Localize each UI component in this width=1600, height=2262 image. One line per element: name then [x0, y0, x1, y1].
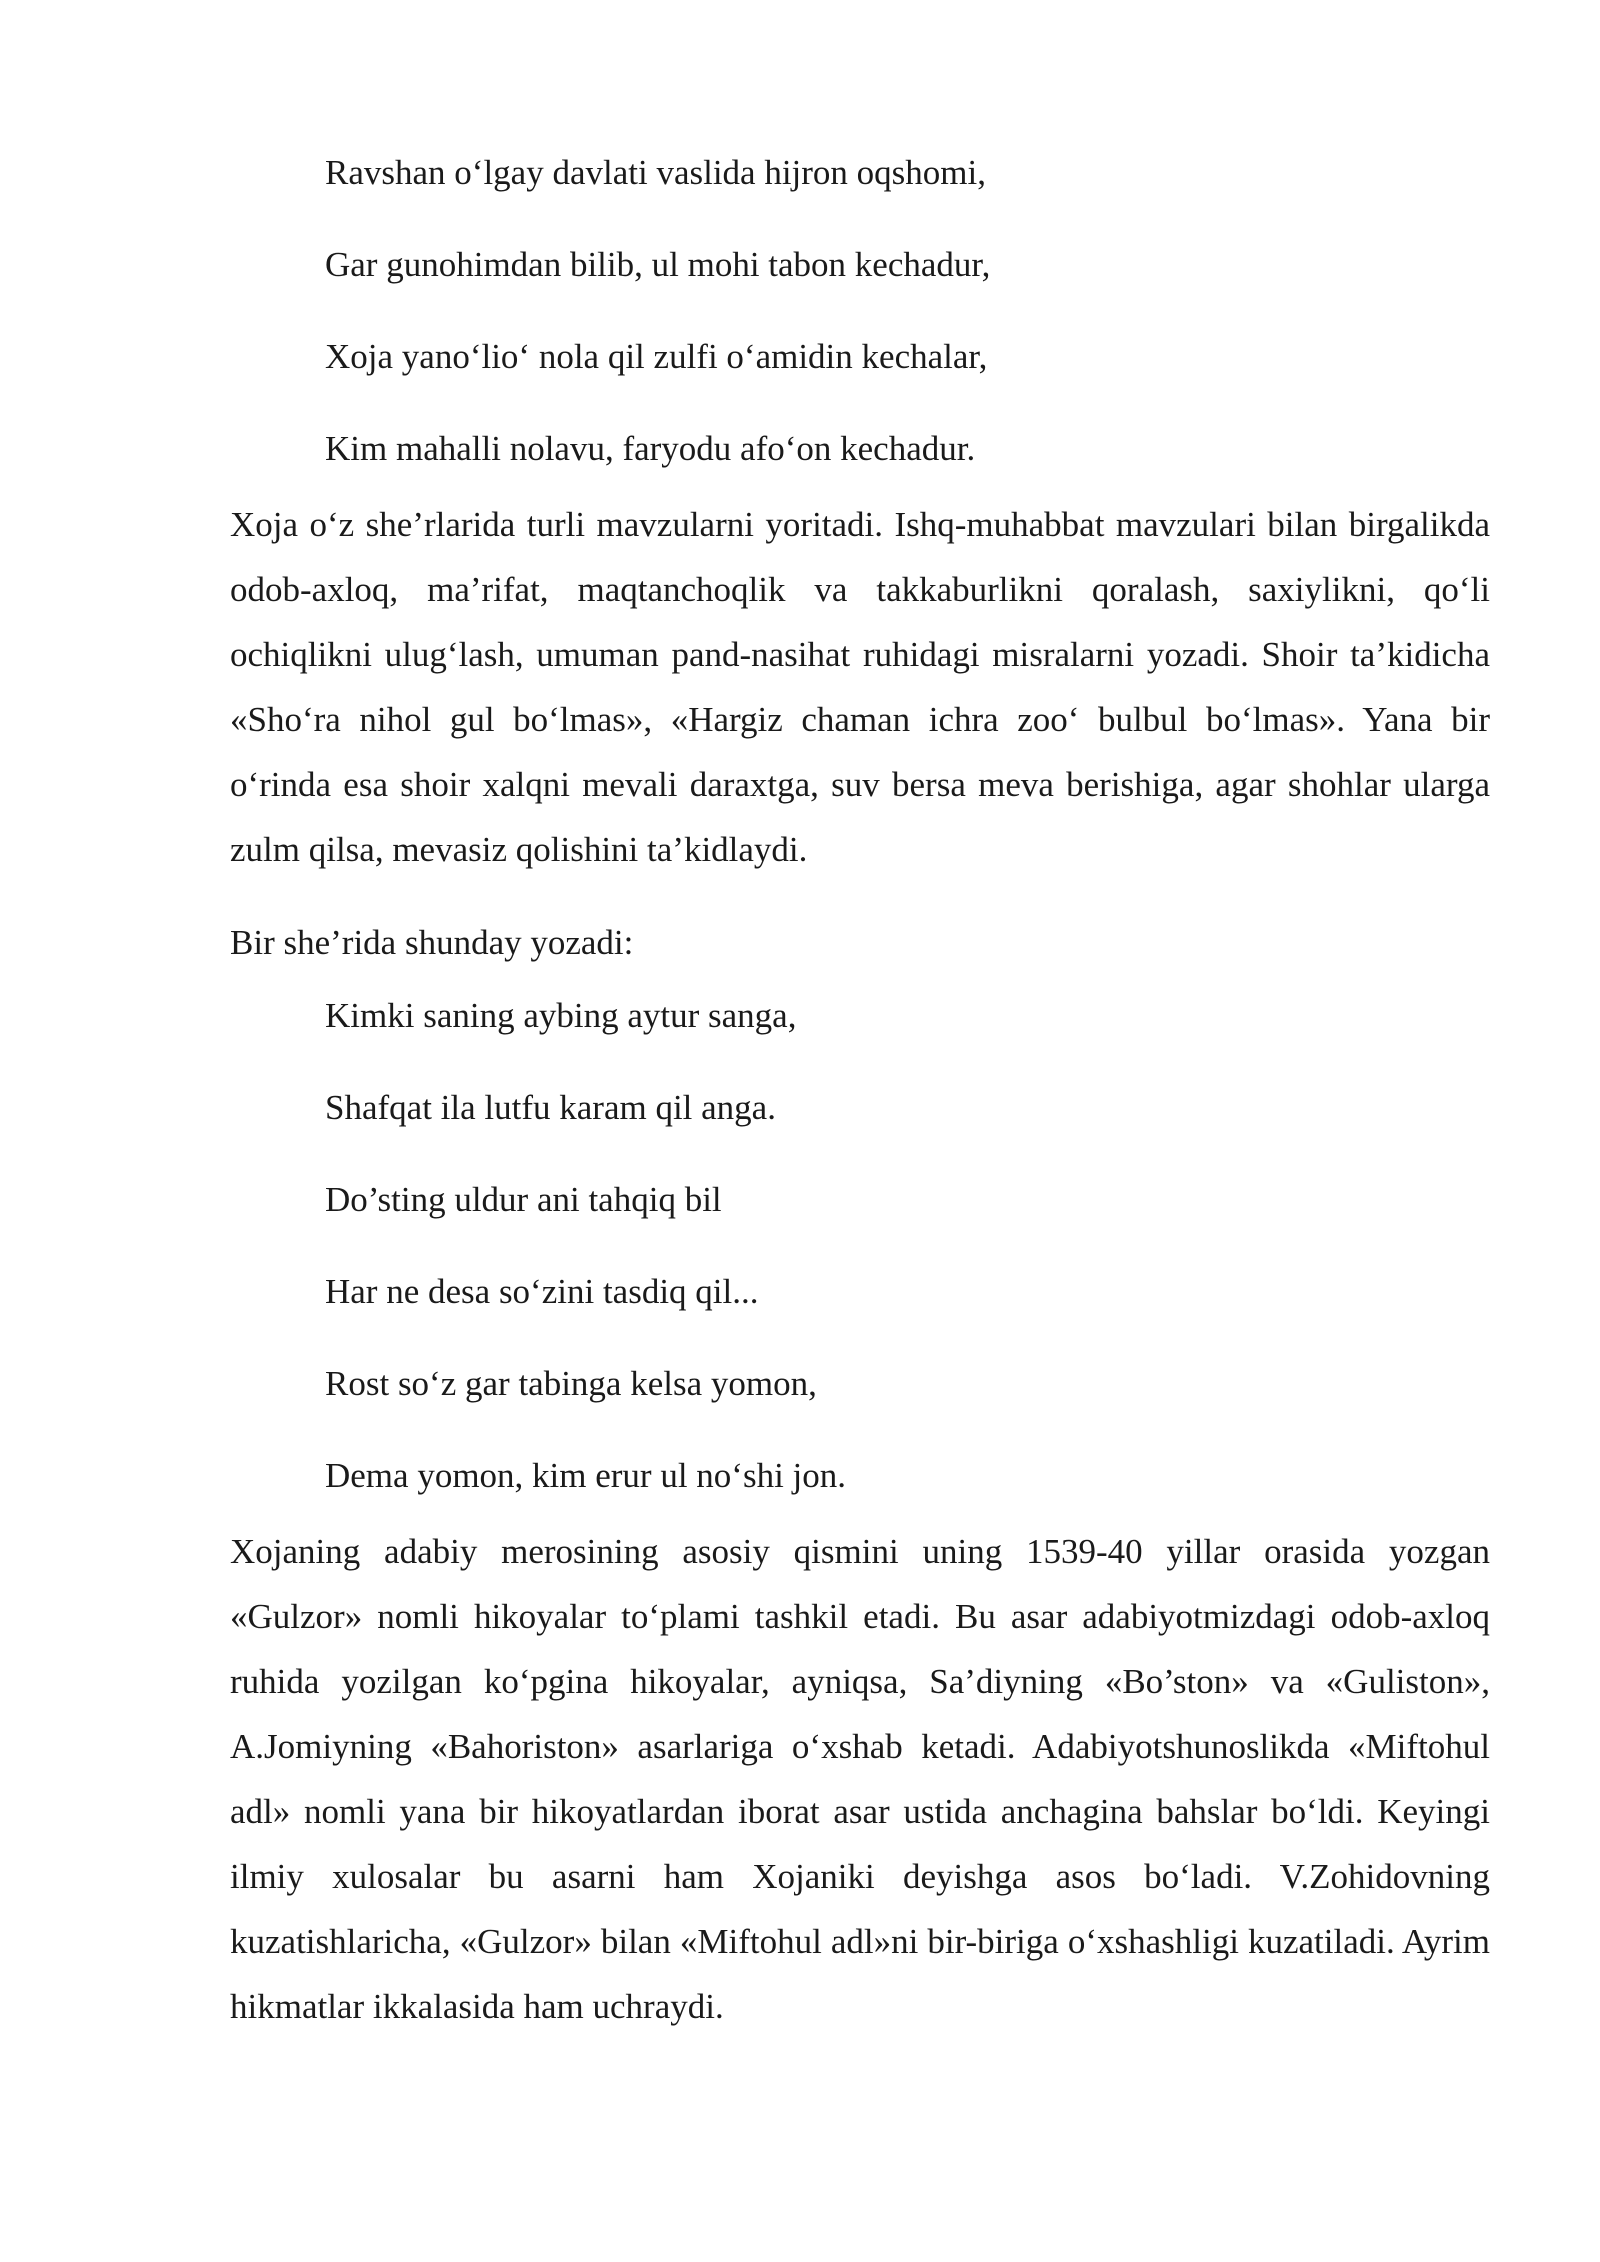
verse-block-2: [325, 993, 1490, 1499]
verse-line: Kimki saning aybing aytur sanga,: [325, 996, 797, 1035]
verse-line: Dema yomon, kim erur ul no‘shi jon.: [325, 1456, 847, 1495]
verse-line: Kim mahalli nolavu, faryodu afo‘on kechadur.: [325, 429, 976, 468]
paragraph-intro-verse: Bir she’rida shunday yozadi:: [230, 923, 634, 962]
document-page: [230, 150, 1490, 2067]
verse-line: Har ne desa so‘zini tasdiq qil...: [325, 1272, 759, 1311]
verse-line: Xoja yano‘lio‘ nola qil zulfi o‘amidin kechalar,: [325, 337, 988, 376]
paragraph-themes: Xoja o‘z she’rlarida turli mavzularni yoritadi. Ishq-muhabbat mavzulari bilan birgalikda odob-axloq, ma’rifat, maqtanchoqlik va takkaburlikni qoralash, saxiylikni, qo‘li ochiqlikni ulug‘lash, umuman pand-nasihat ruhidagi misralarni yozadi. Shoir ta’kidicha «Sho‘ra nihol gul bo‘lmas», «Hargiz chaman ichra zoo‘ bulbul bo‘lmas». Yana bir o‘rinda esa shoir xalqni mevali daraxtga, suv bersa meva berishiga, agar shohlar ularga zulm qilsa, mevasiz qolishini ta’kidlaydi.: [230, 505, 1490, 869]
verse-line: Gar gunohimdan bilib, ul mohi tabon kechadur,: [325, 245, 991, 284]
verse-line: Rost so‘z gar tabinga kelsa yomon,: [325, 1364, 817, 1403]
verse-line: Shafqat ila lutfu karam qil anga.: [325, 1088, 776, 1127]
paragraph-gulzor: Xojaning adabiy merosining asosiy qismini uning 1539-40 yillar orasida yozgan «Gulzor» nomli hikoyalar to‘plami tashkil etadi. Bu asar adabiyotmizdagi odob-axloq ruhida yozilgan ko‘pgina hikoyalar, ayniqsa, Sa’diyning «Bo’ston» va «Guliston», A.Jomiyning «Bahoriston» asarlariga o‘xshab ketadi. Adabiyotshunoslikda «Miftohul adl» nomli yana bir hikoyatlardan iborat asar ustida anchagina bahslar bo‘ldi. Keyingi ilmiy xulosalar bu asarni ham Xojaniki deyishga asos bo‘ladi. V.Zohidovning kuzatishlaricha, «Gulzor» bilan «Miftohul adl»ni bir-biriga o‘xshashligi kuzatiladi. Ayrim hikmatlar ikkalasida ham uchraydi.: [230, 1532, 1490, 2026]
verse-block-1: [325, 150, 1490, 472]
verse-line: Ravshan o‘lgay davlati vaslida hijron oqshomi,: [325, 153, 987, 192]
verse-line: Do’sting uldur ani tahqiq bil: [325, 1180, 722, 1219]
